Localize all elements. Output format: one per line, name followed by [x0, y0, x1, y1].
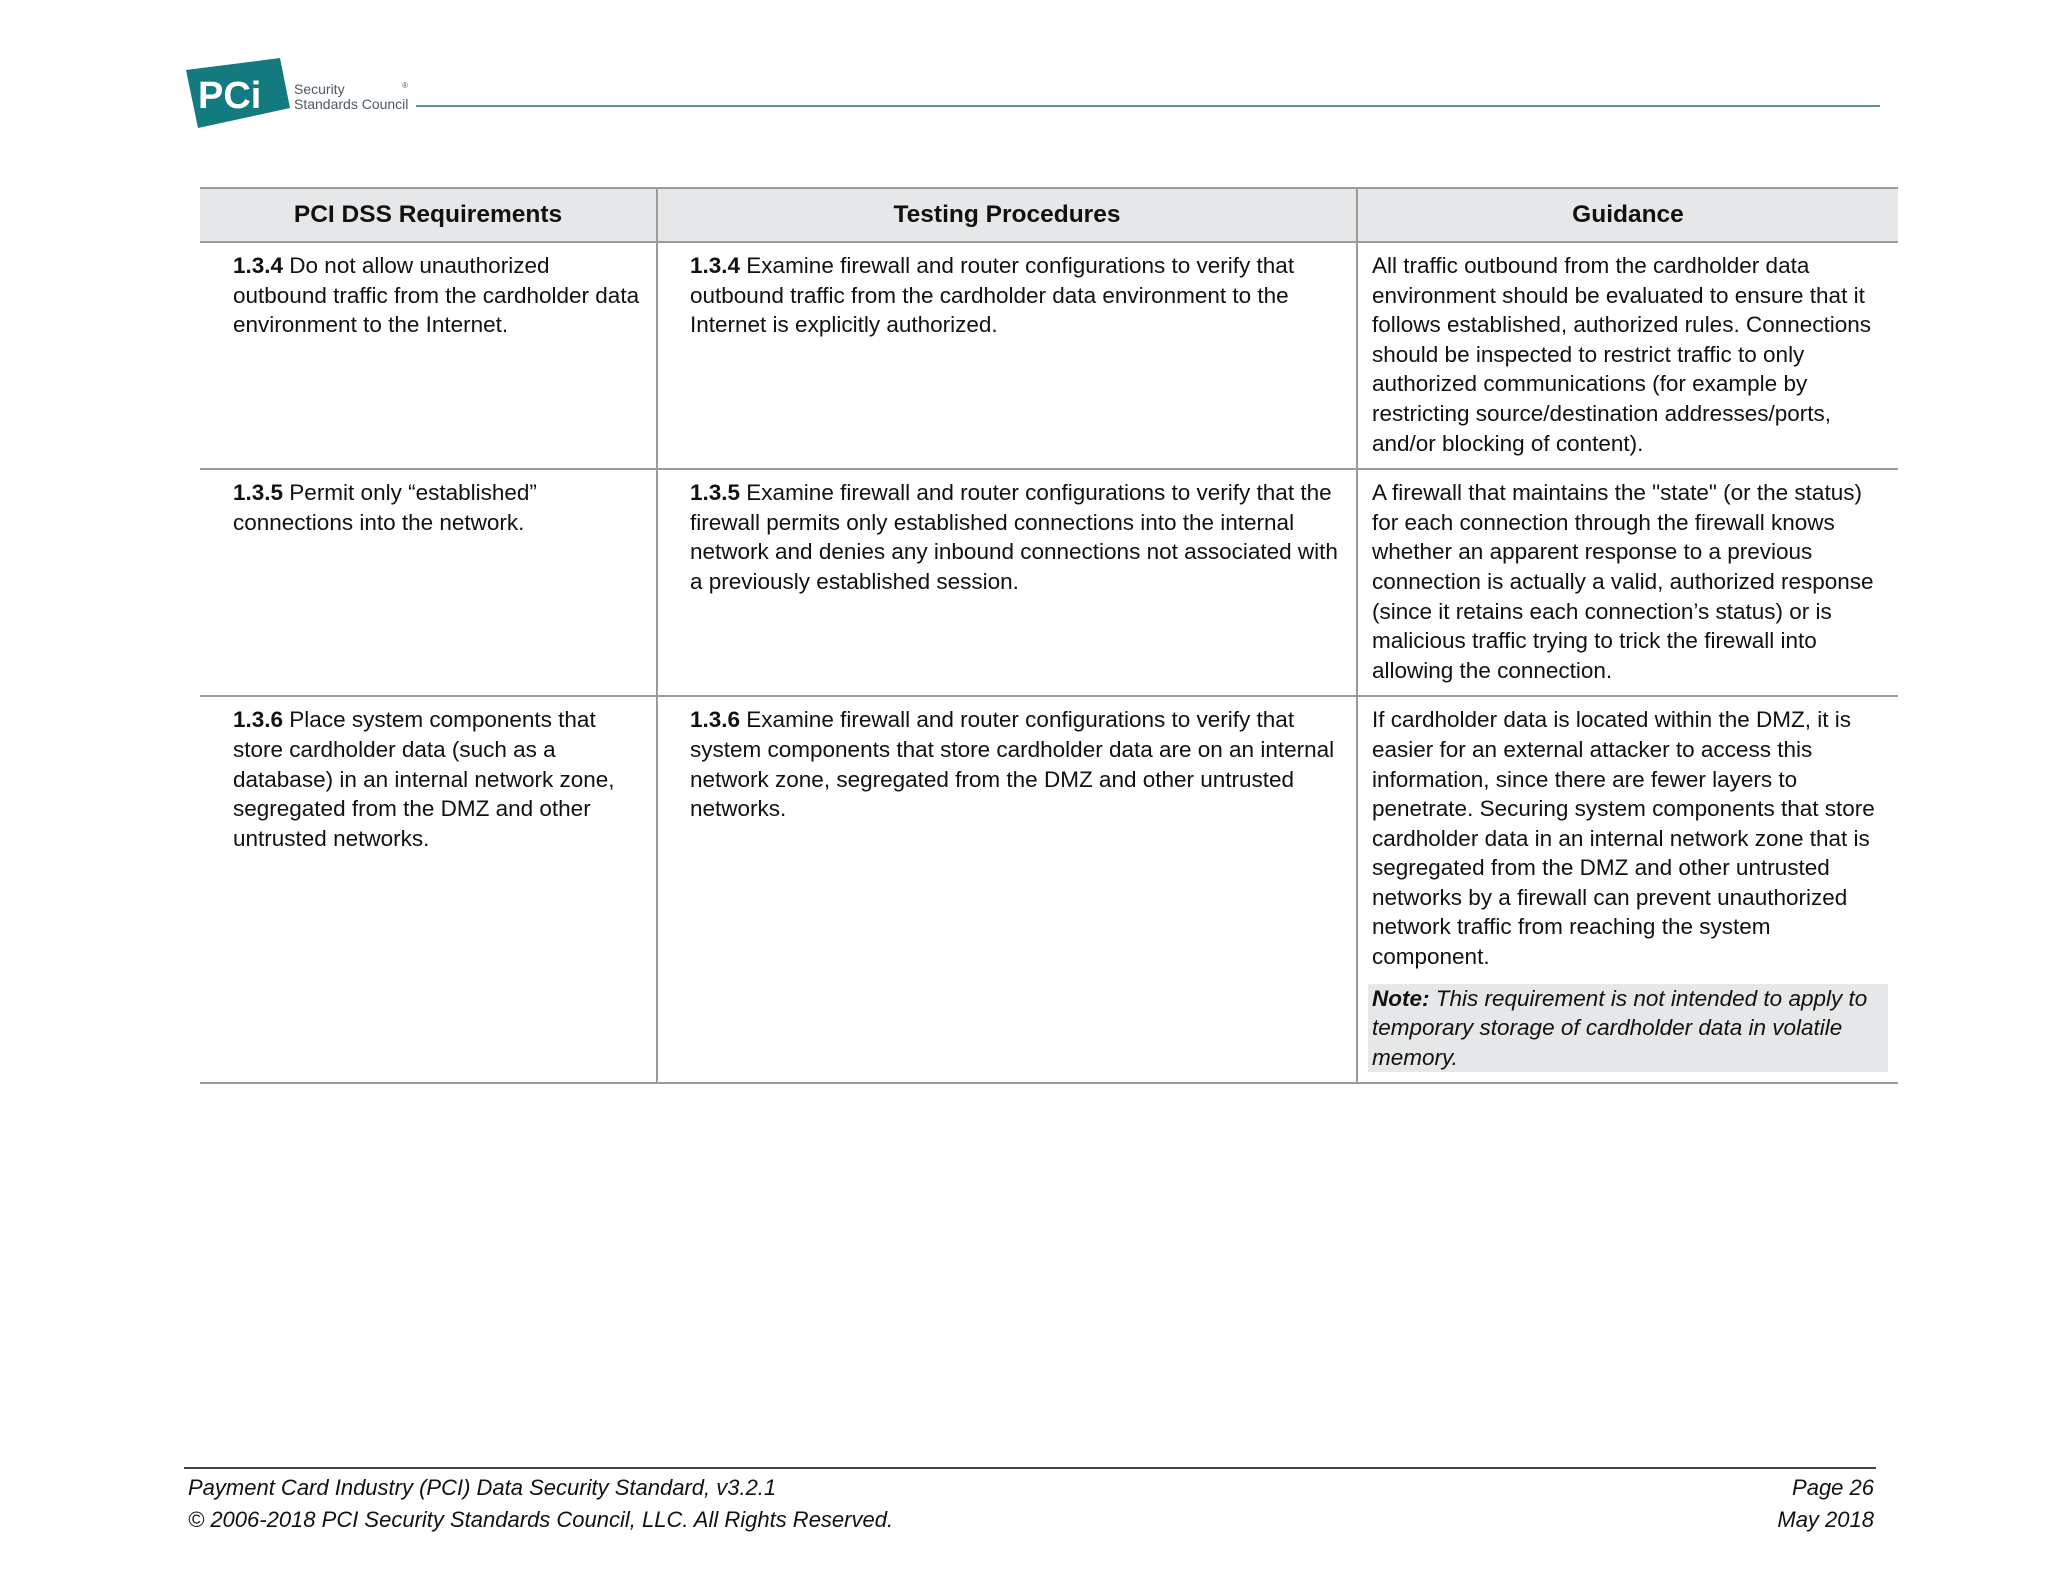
footer-copyright: © 2006-2018 PCI Security Standards Council, LLC. All Rights Reserved. — [188, 1507, 894, 1532]
table-header-row — [200, 188, 1898, 242]
guidance-note — [1368, 984, 1888, 1073]
column-header-guidance: Guidance — [1357, 188, 1898, 242]
column-header-requirements: PCI DSS Requirements — [200, 188, 657, 242]
testing-number: 1.3.6 — [690, 707, 741, 733]
guidance-cell — [1357, 469, 1898, 696]
note-label: Note: — [1372, 985, 1430, 1011]
requirement-text: Permit only “established” connections into the network. — [233, 480, 537, 535]
table-row — [200, 469, 1898, 696]
svg-text:®: ® — [402, 81, 408, 90]
testing-cell — [657, 242, 1357, 469]
guidance-cell — [1357, 242, 1898, 469]
footer-rule — [184, 1467, 1876, 1469]
svg-text:PCi: PCi — [198, 75, 262, 117]
table-row — [200, 242, 1898, 469]
testing-text: Examine firewall and router configurations to verify that the firewall permits only established connections into the internal network and denies any inbound connections not associated with a previously established session. — [690, 480, 1338, 594]
pci-logo — [184, 58, 414, 138]
table-row — [200, 696, 1898, 1083]
footer-date: May 2018 — [1777, 1507, 1874, 1532]
requirement-cell — [200, 469, 657, 696]
testing-text: Examine firewall and router configurations to verify that system components that store cardholder data are on an internal network zone, segregated from the DMZ and other untrusted networks. — [690, 707, 1335, 822]
testing-cell — [657, 469, 1357, 696]
requirement-text: Place system components that store cardholder data (such as a database) in an internal network zone, segregated from the DMZ and other untrusted networks. — [233, 707, 615, 851]
page-header — [184, 58, 1880, 138]
footer-right — [1777, 1472, 1874, 1536]
requirement-cell — [200, 242, 657, 469]
guidance-cell — [1357, 696, 1898, 1083]
requirement-text: Do not allow unauthorized outbound traffic from the cardholder data environment to the Internet. — [233, 253, 640, 338]
requirement-number: 1.3.4 — [233, 253, 284, 278]
testing-text: Examine firewall and router configurations to verify that outbound traffic from the cardholder data environment to the Internet is explicitly authorized. — [690, 253, 1295, 338]
footer-document-title: Payment Card Industry (PCI) Data Security Standard, v3.2.1 — [188, 1475, 777, 1500]
requirements-table — [200, 187, 1898, 1084]
note-text: This requirement is not intended to apply to temporary storage of cardholder data in volatile memory. — [1372, 985, 1868, 1070]
svg-text:Standards Council: Standards Council — [294, 96, 409, 112]
guidance-text: If cardholder data is located within the DMZ, it is easier for an external attacker to access this information, since there are fewer layers to penetrate. Securing system components that store cardholder data in an internal network zone that is segregated from the DMZ and other untrusted networks by a firewall can prevent unauthorized network traffic from reaching the system component. — [1372, 707, 1875, 970]
header-rule — [416, 105, 1880, 107]
svg-text:Security: Security — [294, 81, 345, 97]
footer-left — [188, 1472, 893, 1536]
requirement-number: 1.3.5 — [233, 480, 284, 506]
testing-number: 1.3.4 — [690, 253, 741, 278]
guidance-text: All traffic outbound from the cardholder data environment should be evaluated to ensure that it follows established, authorized rules. Connections should be inspected to restrict traffic to only authorized communications (for example by restricting source/destination addresses/ports, and/or blocking of content). — [1372, 253, 1872, 456]
testing-cell — [657, 696, 1357, 1083]
column-header-testing: Testing Procedures — [657, 188, 1357, 242]
footer-page-number: Page 26 — [1792, 1475, 1874, 1500]
testing-number: 1.3.5 — [690, 480, 741, 506]
guidance-text: A firewall that maintains the "state" (or the status) for each connection through the firewall knows whether an apparent response to a previous connection is actually a valid, authorized response (since it retains each connection’s status) or is malicious traffic trying to trick the firewall into allowing the connection. — [1372, 480, 1874, 683]
requirement-cell — [200, 696, 657, 1083]
requirement-number: 1.3.6 — [233, 707, 284, 733]
